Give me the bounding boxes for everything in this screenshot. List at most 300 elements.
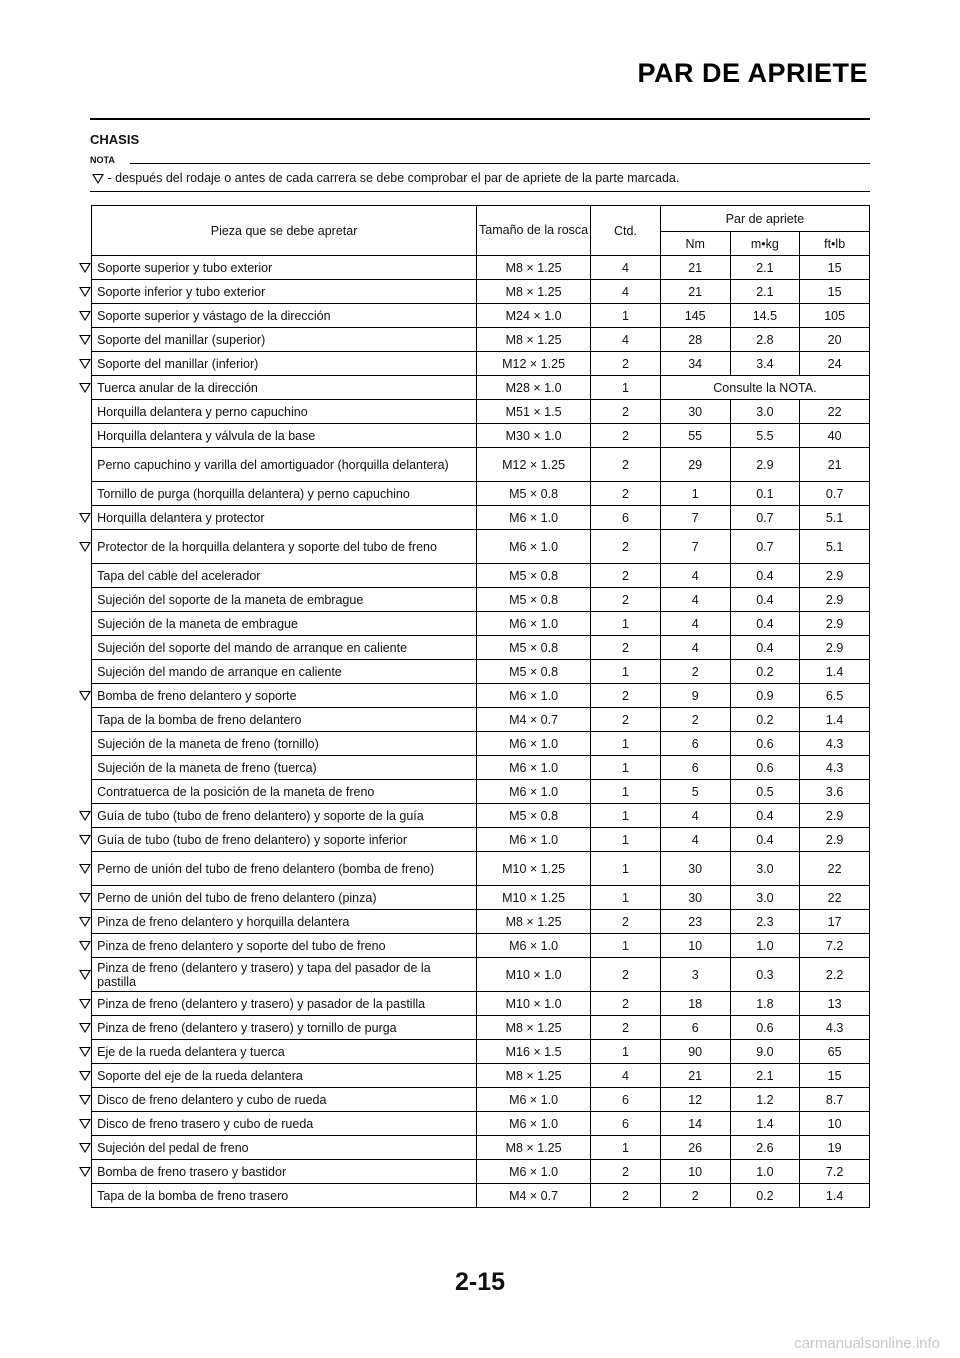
- quantity: 2: [591, 564, 661, 588]
- table-row: [78, 564, 870, 588]
- torque-ftlb: 21: [800, 448, 870, 482]
- title-divider: [90, 118, 870, 120]
- part-name: Soporte superior y tubo exterior: [92, 256, 477, 280]
- row-mark: [78, 400, 92, 424]
- quantity: 4: [591, 280, 661, 304]
- quantity: 2: [591, 1016, 661, 1040]
- part-name: Disco de freno delantero y cubo de rueda: [92, 1088, 477, 1112]
- row-mark: [78, 780, 92, 804]
- torque-mkg: 0.5: [730, 780, 800, 804]
- torque-ftlb: 2.9: [800, 636, 870, 660]
- quantity: 2: [591, 530, 661, 564]
- part-name: Guía de tubo (tubo de freno delantero) y soporte de la guía: [92, 804, 477, 828]
- torque-ftlb: 19: [800, 1136, 870, 1160]
- part-name: Guía de tubo (tubo de freno delantero) y soporte inferior: [92, 828, 477, 852]
- triangle-mark-icon: [79, 835, 91, 845]
- section-heading: CHASIS: [90, 132, 140, 147]
- row-mark: [78, 992, 92, 1016]
- watermark: carmanualsonline.info: [794, 1335, 940, 1352]
- table-row: [78, 280, 870, 304]
- torque-mkg: 0.7: [730, 506, 800, 530]
- row-mark: [78, 280, 92, 304]
- part-name: Pinza de freno delantero y soporte del tubo de freno: [92, 934, 477, 958]
- quantity: 1: [591, 1136, 661, 1160]
- torque-nm: 28: [660, 328, 730, 352]
- torque-mkg: 1.8: [730, 992, 800, 1016]
- torque-mkg: 0.6: [730, 756, 800, 780]
- torque-mkg: 0.4: [730, 564, 800, 588]
- torque-ftlb: 1.4: [800, 708, 870, 732]
- part-name: Disco de freno trasero y cubo de rueda: [92, 1112, 477, 1136]
- torque-mkg: 5.5: [730, 424, 800, 448]
- thread-size: M6 × 1.0: [477, 1112, 591, 1136]
- table-row: [78, 660, 870, 684]
- table-row: [78, 910, 870, 934]
- quantity: 4: [591, 328, 661, 352]
- quantity: 2: [591, 448, 661, 482]
- table-row: [78, 886, 870, 910]
- quantity: 1: [591, 828, 661, 852]
- row-mark: [78, 1064, 92, 1088]
- table-row: [78, 256, 870, 280]
- table-row: [78, 1040, 870, 1064]
- torque-nm: 90: [660, 1040, 730, 1064]
- torque-ftlb: 7.2: [800, 1160, 870, 1184]
- torque-ftlb: 20: [800, 328, 870, 352]
- quantity: 1: [591, 780, 661, 804]
- header-nm: Nm: [660, 232, 730, 256]
- torque-nm: 21: [660, 1064, 730, 1088]
- torque-ftlb: 40: [800, 424, 870, 448]
- table-row: [78, 352, 870, 376]
- torque-ftlb: 2.9: [800, 828, 870, 852]
- torque-mkg: 2.6: [730, 1136, 800, 1160]
- part-name: Eje de la rueda delantera y tuerca: [92, 1040, 477, 1064]
- thread-size: M5 × 0.8: [477, 482, 591, 506]
- thread-size: M6 × 1.0: [477, 934, 591, 958]
- thread-size: M8 × 1.25: [477, 1064, 591, 1088]
- thread-size: M51 × 1.5: [477, 400, 591, 424]
- quantity: 2: [591, 1184, 661, 1208]
- torque-ftlb: 2.9: [800, 612, 870, 636]
- thread-size: M6 × 1.0: [477, 684, 591, 708]
- table-row: [78, 482, 870, 506]
- part-name: Perno de unión del tubo de freno delantero (bomba de freno): [92, 852, 477, 886]
- row-mark: [78, 958, 92, 992]
- torque-nm: 2: [660, 1184, 730, 1208]
- torque-ftlb: 17: [800, 910, 870, 934]
- thread-size: M24 × 1.0: [477, 304, 591, 328]
- torque-mkg: 0.1: [730, 482, 800, 506]
- thread-size: M5 × 0.8: [477, 588, 591, 612]
- row-mark: [78, 1160, 92, 1184]
- torque-nm: 7: [660, 530, 730, 564]
- torque-nm: 145: [660, 304, 730, 328]
- triangle-mark-icon: [79, 311, 91, 321]
- triangle-mark-icon: [79, 691, 91, 701]
- table-row: [78, 804, 870, 828]
- table-row: [78, 732, 870, 756]
- table-row: [78, 1016, 870, 1040]
- torque-ftlb: 13: [800, 992, 870, 1016]
- torque-ftlb: 15: [800, 1064, 870, 1088]
- torque-ftlb: 7.2: [800, 934, 870, 958]
- part-name: Horquilla delantera y válvula de la base: [92, 424, 477, 448]
- torque-ftlb: 10: [800, 1112, 870, 1136]
- quantity: 2: [591, 482, 661, 506]
- nota-divider: [130, 163, 870, 164]
- quantity: 2: [591, 588, 661, 612]
- thread-size: M5 × 0.8: [477, 636, 591, 660]
- quantity: 1: [591, 1040, 661, 1064]
- torque-mkg: 0.4: [730, 612, 800, 636]
- quantity: 1: [591, 612, 661, 636]
- torque-nm: 3: [660, 958, 730, 992]
- torque-nm: 10: [660, 934, 730, 958]
- part-name: Tapa de la bomba de freno delantero: [92, 708, 477, 732]
- torque-ftlb: 22: [800, 886, 870, 910]
- page-number: 2-15: [454, 1268, 506, 1296]
- quantity: 6: [591, 506, 661, 530]
- quantity: 2: [591, 352, 661, 376]
- header-mkg: m•kg: [730, 232, 800, 256]
- torque-nm: 29: [660, 448, 730, 482]
- row-mark: [78, 1136, 92, 1160]
- row-mark: [78, 1016, 92, 1040]
- torque-mkg: 3.0: [730, 400, 800, 424]
- quantity: 6: [591, 1112, 661, 1136]
- table-row: [78, 448, 870, 482]
- part-name: Pinza de freno delantero y horquilla delantera: [92, 910, 477, 934]
- torque-ftlb: 4.3: [800, 732, 870, 756]
- torque-nm: 30: [660, 886, 730, 910]
- torque-ftlb: 65: [800, 1040, 870, 1064]
- torque-nm: 7: [660, 506, 730, 530]
- quantity: 2: [591, 958, 661, 992]
- thread-size: M6 × 1.0: [477, 780, 591, 804]
- torque-nm: 34: [660, 352, 730, 376]
- thread-size: M6 × 1.0: [477, 828, 591, 852]
- quantity: 1: [591, 852, 661, 886]
- torque-mkg: 1.4: [730, 1112, 800, 1136]
- row-mark: [78, 448, 92, 482]
- torque-nm: 4: [660, 612, 730, 636]
- triangle-mark-icon: [79, 263, 91, 273]
- thread-size: M8 × 1.25: [477, 328, 591, 352]
- triangle-mark-icon: [79, 287, 91, 297]
- part-name: Pinza de freno (delantero y trasero) y tapa del pasador de la pastilla: [92, 958, 477, 992]
- part-name: Horquilla delantera y perno capuchino: [92, 400, 477, 424]
- torque-nm: 14: [660, 1112, 730, 1136]
- triangle-mark-icon: [79, 917, 91, 927]
- table-row: [78, 1136, 870, 1160]
- torque-ftlb: 4.3: [800, 756, 870, 780]
- torque-ftlb: 15: [800, 256, 870, 280]
- quantity: 1: [591, 732, 661, 756]
- torque-nm: 23: [660, 910, 730, 934]
- row-mark: [78, 588, 92, 612]
- thread-size: M28 × 1.0: [477, 376, 591, 400]
- triangle-mark-icon: [79, 1071, 91, 1081]
- quantity: 1: [591, 934, 661, 958]
- torque-nm: 21: [660, 256, 730, 280]
- torque-mkg: 2.8: [730, 328, 800, 352]
- thread-size: M4 × 0.7: [477, 1184, 591, 1208]
- quantity: 4: [591, 1064, 661, 1088]
- table-row: [78, 1088, 870, 1112]
- triangle-mark-icon: [79, 513, 91, 523]
- torque-ftlb: 2.9: [800, 804, 870, 828]
- torque-mkg: 2.1: [730, 1064, 800, 1088]
- torque-mkg: 0.2: [730, 660, 800, 684]
- table-row: [78, 958, 870, 992]
- torque-ftlb: 0.7: [800, 482, 870, 506]
- quantity: 1: [591, 304, 661, 328]
- consult-note: Consulte la NOTA.: [660, 376, 869, 400]
- row-mark: [78, 1088, 92, 1112]
- part-name: Sujeción de la maneta de embrague: [92, 612, 477, 636]
- torque-ftlb: 24: [800, 352, 870, 376]
- row-mark: [78, 910, 92, 934]
- quantity: 2: [591, 992, 661, 1016]
- torque-ftlb: 1.4: [800, 660, 870, 684]
- part-name: Sujeción de la maneta de freno (tornillo): [92, 732, 477, 756]
- torque-ftlb: 2.9: [800, 588, 870, 612]
- torque-mkg: 2.9: [730, 448, 800, 482]
- triangle-mark-icon: [79, 542, 91, 552]
- torque-mkg: 9.0: [730, 1040, 800, 1064]
- table-row: [78, 708, 870, 732]
- torque-mkg: 0.6: [730, 1016, 800, 1040]
- triangle-mark-icon: [79, 811, 91, 821]
- torque-mkg: 0.4: [730, 588, 800, 612]
- part-name: Tornillo de purga (horquilla delantera) y perno capuchino: [92, 482, 477, 506]
- row-mark: [78, 828, 92, 852]
- table-row: [78, 828, 870, 852]
- triangle-mark-icon: [79, 970, 91, 980]
- torque-nm: 4: [660, 564, 730, 588]
- triangle-mark-icon: [79, 864, 91, 874]
- part-name: Pinza de freno (delantero y trasero) y tornillo de purga: [92, 1016, 477, 1040]
- row-mark: [78, 934, 92, 958]
- triangle-mark-icon: [92, 174, 104, 184]
- row-mark: [78, 304, 92, 328]
- torque-nm: 2: [660, 660, 730, 684]
- torque-nm: 4: [660, 828, 730, 852]
- quantity: 4: [591, 256, 661, 280]
- thread-size: M8 × 1.25: [477, 280, 591, 304]
- part-name: Sujeción del mando de arranque en caliente: [92, 660, 477, 684]
- row-mark: [78, 708, 92, 732]
- part-name: Sujeción del pedal de freno: [92, 1136, 477, 1160]
- row-mark: [78, 612, 92, 636]
- torque-ftlb: 22: [800, 400, 870, 424]
- torque-ftlb: 2.2: [800, 958, 870, 992]
- torque-ftlb: 6.5: [800, 684, 870, 708]
- part-name: Soporte del eje de la rueda delantera: [92, 1064, 477, 1088]
- torque-ftlb: 5.1: [800, 530, 870, 564]
- row-mark: [78, 564, 92, 588]
- torque-nm: 30: [660, 852, 730, 886]
- table-row: [78, 530, 870, 564]
- table-row: [78, 852, 870, 886]
- torque-nm: 6: [660, 756, 730, 780]
- torque-nm: 1: [660, 482, 730, 506]
- torque-ftlb: 5.1: [800, 506, 870, 530]
- torque-mkg: 0.3: [730, 958, 800, 992]
- torque-ftlb: 105: [800, 304, 870, 328]
- part-name: Protector de la horquilla delantera y soporte del tubo de freno: [92, 530, 477, 564]
- part-name: Horquilla delantera y protector: [92, 506, 477, 530]
- row-mark: [78, 732, 92, 756]
- triangle-mark-icon: [79, 383, 91, 393]
- row-mark: [78, 328, 92, 352]
- torque-ftlb: 1.4: [800, 1184, 870, 1208]
- thread-size: M10 × 1.25: [477, 852, 591, 886]
- part-name: Tuerca anular de la dirección: [92, 376, 477, 400]
- table-row: [78, 1064, 870, 1088]
- thread-size: M10 × 1.0: [477, 992, 591, 1016]
- row-mark: [78, 424, 92, 448]
- torque-mkg: 0.7: [730, 530, 800, 564]
- table-row: [78, 424, 870, 448]
- torque-nm: 4: [660, 588, 730, 612]
- part-name: Pinza de freno (delantero y trasero) y pasador de la pastilla: [92, 992, 477, 1016]
- torque-mkg: 2.1: [730, 256, 800, 280]
- torque-nm: 10: [660, 1160, 730, 1184]
- header-torque: Par de apriete: [660, 206, 869, 232]
- row-mark: [78, 684, 92, 708]
- torque-mkg: 14.5: [730, 304, 800, 328]
- thread-size: M5 × 0.8: [477, 804, 591, 828]
- table-row: [78, 992, 870, 1016]
- quantity: 2: [591, 400, 661, 424]
- torque-mkg: 2.3: [730, 910, 800, 934]
- table-row: [78, 934, 870, 958]
- thread-size: M6 × 1.0: [477, 506, 591, 530]
- part-name: Soporte del manillar (inferior): [92, 352, 477, 376]
- table-row: [78, 1160, 870, 1184]
- thread-size: M6 × 1.0: [477, 612, 591, 636]
- quantity: 1: [591, 804, 661, 828]
- torque-mkg: 0.4: [730, 804, 800, 828]
- page-title: PAR DE APRIETE: [637, 58, 868, 88]
- row-mark: [78, 376, 92, 400]
- thread-size: M12 × 1.25: [477, 448, 591, 482]
- torque-ftlb: 2.9: [800, 564, 870, 588]
- torque-ftlb: 3.6: [800, 780, 870, 804]
- part-name: Perno de unión del tubo de freno delantero (pinza): [92, 886, 477, 910]
- triangle-mark-icon: [79, 1023, 91, 1033]
- torque-mkg: 3.0: [730, 886, 800, 910]
- mark-column-header: [78, 206, 92, 256]
- torque-nm: 18: [660, 992, 730, 1016]
- part-name: Soporte del manillar (superior): [92, 328, 477, 352]
- table-row: [78, 684, 870, 708]
- torque-ftlb: 8.7: [800, 1088, 870, 1112]
- table-row: [78, 588, 870, 612]
- nota-text: [92, 171, 679, 185]
- quantity: 2: [591, 636, 661, 660]
- part-name: Bomba de freno delantero y soporte: [92, 684, 477, 708]
- part-name: Bomba de freno trasero y bastidor: [92, 1160, 477, 1184]
- row-mark: [78, 1184, 92, 1208]
- thread-size: M8 × 1.25: [477, 1136, 591, 1160]
- thread-size: M12 × 1.25: [477, 352, 591, 376]
- torque-nm: 30: [660, 400, 730, 424]
- quantity: 1: [591, 660, 661, 684]
- table-row: [78, 636, 870, 660]
- torque-nm: 4: [660, 804, 730, 828]
- torque-table: [78, 205, 870, 1208]
- row-mark: [78, 756, 92, 780]
- thread-size: M8 × 1.25: [477, 256, 591, 280]
- thread-size: M8 × 1.25: [477, 1016, 591, 1040]
- torque-nm: 4: [660, 636, 730, 660]
- torque-nm: 2: [660, 708, 730, 732]
- row-mark: [78, 256, 92, 280]
- row-mark: [78, 1112, 92, 1136]
- row-mark: [78, 506, 92, 530]
- torque-mkg: 0.2: [730, 708, 800, 732]
- part-name: Soporte inferior y tubo exterior: [92, 280, 477, 304]
- table-row: [78, 376, 870, 400]
- part-name: Soporte superior y vástago de la dirección: [92, 304, 477, 328]
- torque-nm: 26: [660, 1136, 730, 1160]
- thread-size: M6 × 1.0: [477, 1160, 591, 1184]
- thread-size: M6 × 1.0: [477, 530, 591, 564]
- table-row: [78, 756, 870, 780]
- part-name: Tapa del cable del acelerador: [92, 564, 477, 588]
- table-row: [78, 1184, 870, 1208]
- thread-size: M6 × 1.0: [477, 1088, 591, 1112]
- thread-size: M5 × 0.8: [477, 564, 591, 588]
- torque-mkg: 1.0: [730, 1160, 800, 1184]
- row-mark: [78, 852, 92, 886]
- part-name: Contratuerca de la posición de la maneta de freno: [92, 780, 477, 804]
- header-ftlb: ft•lb: [800, 232, 870, 256]
- row-mark: [78, 1040, 92, 1064]
- torque-ftlb: 15: [800, 280, 870, 304]
- torque-mkg: 0.6: [730, 732, 800, 756]
- torque-table-wrapper: [78, 205, 870, 1208]
- part-name: Perno capuchino y varilla del amortiguador (horquilla delantera): [92, 448, 477, 482]
- torque-mkg: 1.0: [730, 934, 800, 958]
- torque-mkg: 0.4: [730, 828, 800, 852]
- table-row: [78, 400, 870, 424]
- torque-nm: 9: [660, 684, 730, 708]
- quantity: 6: [591, 1088, 661, 1112]
- nota-body: - después del rodaje o antes de cada carrera se debe comprobar el par de apriete de la parte marcada.: [107, 171, 680, 185]
- torque-mkg: 0.4: [730, 636, 800, 660]
- quantity: 1: [591, 756, 661, 780]
- triangle-mark-icon: [79, 1095, 91, 1105]
- table-row: [78, 328, 870, 352]
- part-name: Sujeción de la maneta de freno (tuerca): [92, 756, 477, 780]
- torque-nm: 55: [660, 424, 730, 448]
- quantity: 2: [591, 684, 661, 708]
- quantity: 2: [591, 424, 661, 448]
- header-part: Pieza que se debe apretar: [92, 206, 477, 256]
- torque-nm: 12: [660, 1088, 730, 1112]
- row-mark: [78, 352, 92, 376]
- table-row: [78, 1112, 870, 1136]
- thread-size: M4 × 0.7: [477, 708, 591, 732]
- torque-mkg: 1.2: [730, 1088, 800, 1112]
- triangle-mark-icon: [79, 941, 91, 951]
- triangle-mark-icon: [79, 335, 91, 345]
- triangle-mark-icon: [79, 1047, 91, 1057]
